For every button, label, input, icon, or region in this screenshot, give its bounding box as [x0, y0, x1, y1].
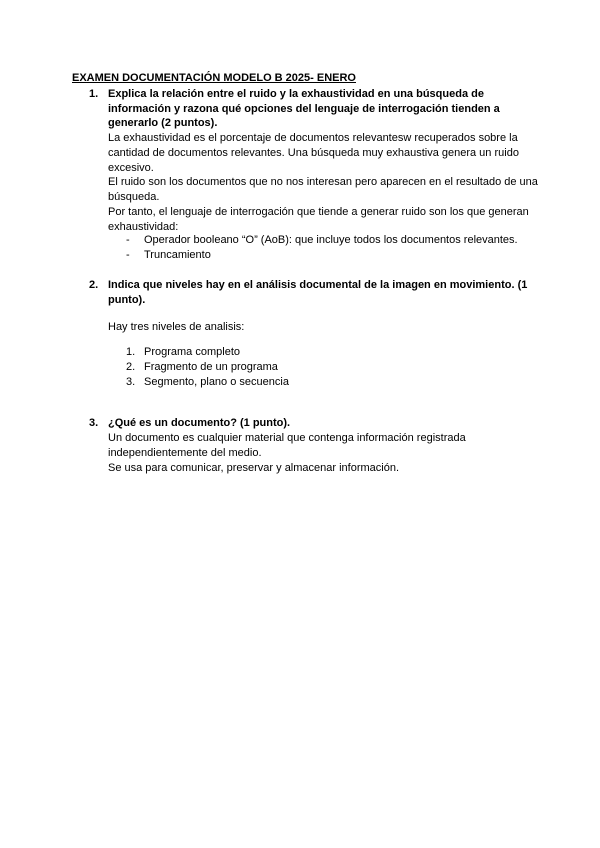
question-2-number: 2.: [89, 279, 99, 291]
dash-marker: -: [126, 248, 130, 261]
list-item-text: Truncamiento: [144, 248, 211, 261]
exam-title: EXAMEN DOCUMENTACIÓN MODELO B 2025- ENERO: [72, 72, 356, 84]
question-3-number: 3.: [89, 417, 99, 429]
question-3-answer: [108, 431, 538, 475]
dash-marker: -: [126, 234, 130, 246]
list-item-text: Segmento, plano o secuencia: [144, 375, 289, 388]
answer-paragraph: Un documento es cualquier material que contenga información registrada independientemente del medio.: [108, 432, 466, 459]
answer-paragraph: Por tanto, el lenguaje de interrogación que tiende a generar ruido son los que generan exhaustividad:: [108, 205, 529, 233]
list-item: [126, 345, 536, 360]
list-item-text: Fragmento de un programa: [144, 360, 278, 373]
question-2-intro: Hay tres niveles de analisis:: [108, 321, 245, 333]
question-2-ordered-list: [126, 345, 536, 389]
answer-paragraph: La exhaustividad es el porcentaje de documentos relevantesw recuperados sobre la cantidad de documentos relevantes. Una búsqueda muy exhaustiva genera un ruido excesivo.: [108, 132, 519, 174]
question-1-bullet-list: [126, 233, 536, 263]
list-item: [126, 360, 536, 375]
question-1-heading: Explica la relación entre el ruido y la exhaustividad en una búsqueda de información y razona qué opciones del lenguaje de interrogación tienden a generarlo (2 puntos).: [108, 88, 500, 130]
number-marker: 2.: [126, 360, 136, 373]
question-2-heading: Indica que niveles hay en el análisis documental de la imagen en movimiento. (1 punto).: [108, 279, 528, 306]
list-item-text: Operador booleano “O” (AoB): que incluye todos los documentos relevantes.: [144, 234, 518, 246]
number-marker: 3.: [126, 375, 136, 388]
list-item: [126, 248, 536, 263]
list-item: [126, 375, 536, 390]
list-item: [126, 233, 536, 248]
question-1-number: 1.: [89, 88, 99, 100]
answer-paragraph: El ruido son los documentos que no nos interesan pero aparecen en el resultado de una búsqueda.: [108, 176, 538, 204]
question-1-answer: [108, 131, 538, 235]
question-3-heading: ¿Qué es un documento? (1 punto).: [108, 417, 291, 429]
answer-paragraph: Se usa para comunicar, preservar y almacenar información.: [108, 461, 400, 474]
list-item-text: Programa completo: [144, 346, 240, 358]
number-marker: 1.: [126, 346, 136, 358]
